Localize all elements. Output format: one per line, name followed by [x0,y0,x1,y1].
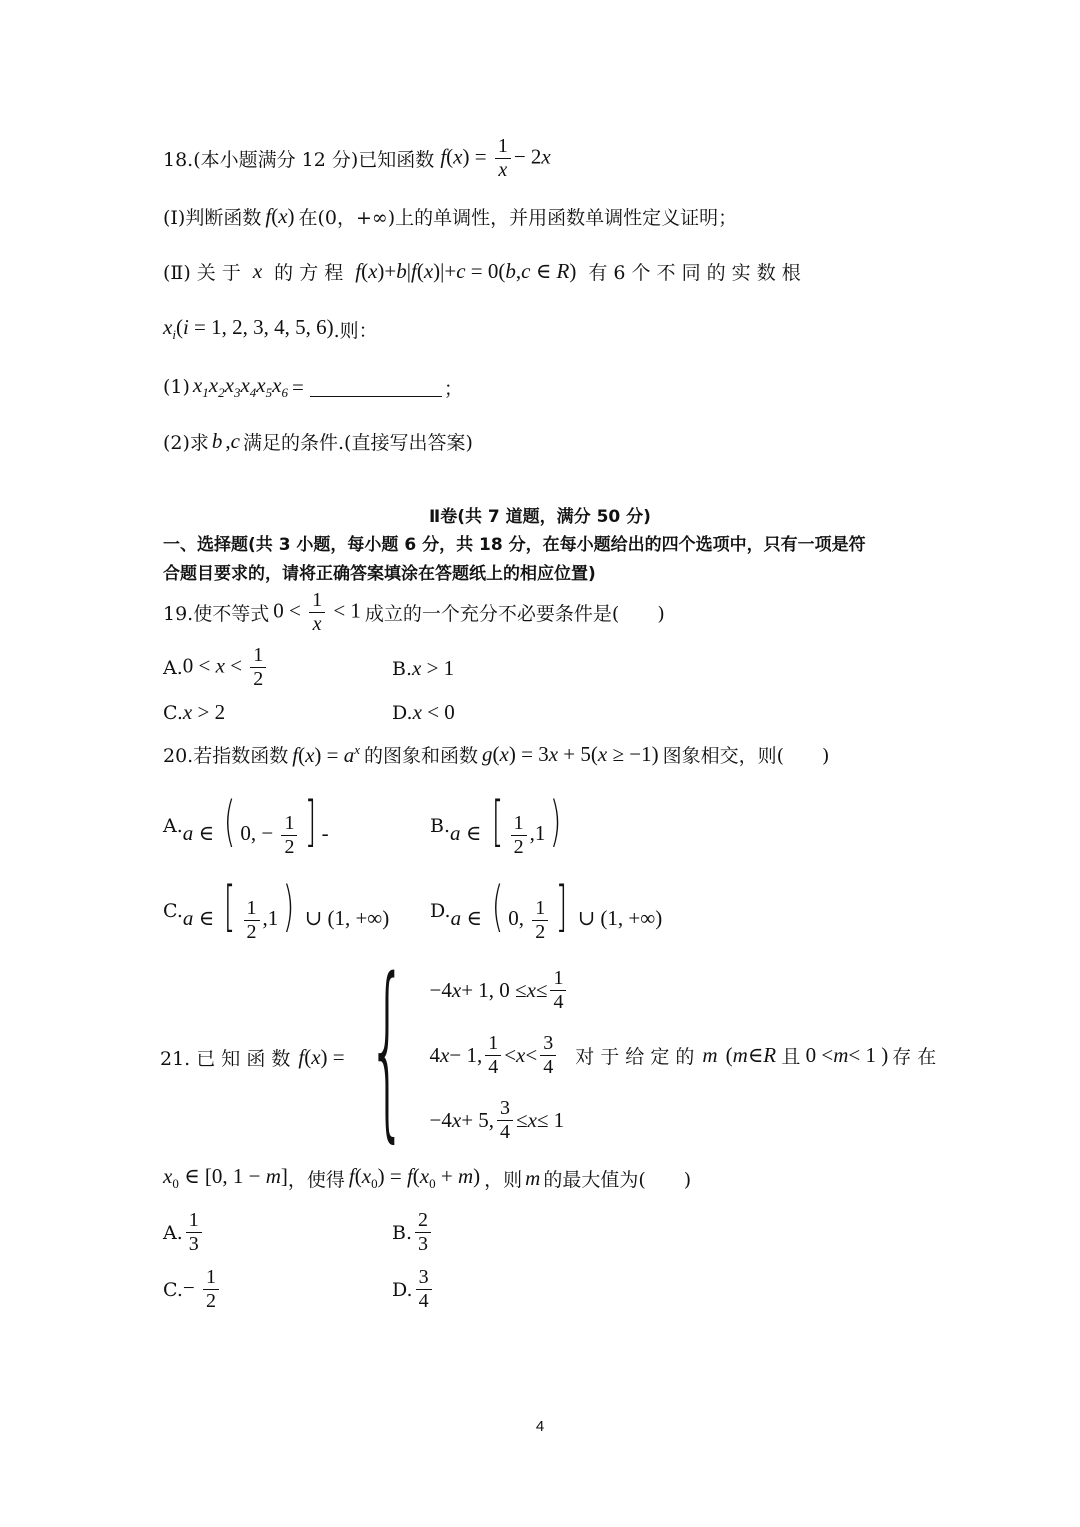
option-expr: $\frac{2}{3}$ [412,1210,434,1255]
q21-option-d[interactable] [392,1267,435,1312]
q20-option-c[interactable] [163,875,390,943]
section-instruction-2: 合题目要求的，请将正确答案填涂在答题纸上的相应位置) [163,564,596,584]
option-expr: 0 < x < $\frac{1}{2}$ [183,645,270,690]
q21-case-2: 4 x − 1, $\frac{1}{4}$ < x < $\frac{3}{4}$ 对 于 给 定 的 m ( m ∈ R 且 0 < m < 1 ) 存 在 [429,1031,937,1078]
q21-fx: f(x) = [298,1044,345,1069]
q18-stem-line [163,136,551,181]
q21-case-3: −4 x + 5, $\frac{3}{4}$ ≤ x ≤ 1 [429,1096,565,1143]
option-expr: x > 2 [182,700,226,724]
option-expr: a ∈ [ $\frac{1}{2}$ ,1) ∪ (1, +∞) [182,875,390,943]
q18-part1 [163,203,737,230]
q18-roots [163,315,378,343]
option-label: B. [392,657,413,680]
q18-sub1-end: ； [443,377,463,400]
q20-exp-function: $f(x) = a^x$ [292,741,361,767]
option-label: C. [163,1278,183,1301]
q21-option-c[interactable] [163,1267,222,1312]
section-instruction-1: 一、选择题(共 3 小题，每小题 6 分，共 18 分，在每小题给出的四个选项中，只有一项是符 [163,535,866,555]
option-expr: a ∈ [ $\frac{1}{2}$ ,1) [450,790,562,858]
q20-option-d[interactable] [430,875,663,943]
section-heading: Ⅱ卷(共 7 道题，满分 50 分) [429,507,651,527]
q20-stem-c: 图象相交，则( ) [662,745,830,767]
q21-m: m [525,1165,541,1190]
q18-sub1-label: (1) [163,376,190,399]
q18-roots-expr: $x_i(i = 1$, 2, 3, 4, 5, 6) [163,315,334,343]
option-label: A. [163,1221,183,1244]
q18-part2-text-c: 有 6 个 不 同 的 实 数 根 [588,262,801,284]
q18-function: f(x) = $\frac{1}{x}$ − 2x [440,135,551,181]
q18-part1-text-b: 在(0，+∞)上的单调性，并用函数单调性定义证明； [298,207,738,229]
q18-sub2: (2)求 b , c 满足的条件.(直接写出答案) [163,429,473,454]
q21-option-a[interactable] [163,1210,205,1255]
q18-part2-equation: f(x)+b|f(x)|+c = 0(b,c ∈ R) [355,259,577,283]
q21-stem [160,938,937,1159]
q21-option-b[interactable] [392,1210,434,1255]
option-expr: a ∈ ( 0, − $\frac{1}{2}$ ] - [182,790,329,858]
q18-part2-x: x [252,259,263,283]
q21-cases [430,968,937,1143]
q19-stem-b: 成立的一个充分不必要条件是( ) [364,603,665,625]
q21-stem-b: 对 于 给 定 的 [575,1045,695,1068]
q18-part2-text-a: (Ⅱ) 关 于 [163,262,241,284]
q19-option-b[interactable] [392,656,454,681]
q21-line2 [163,1164,691,1192]
q21-line2-c: 的最大值为( ) [543,1168,692,1191]
page-number: 4 [535,1418,545,1435]
q18-part2 [163,258,801,285]
q21-x0-domain: $x_0$ ∈ [0, 1 − m] [163,1164,288,1192]
option-label: D. [430,900,451,923]
q18-sub2-text-b: 满足的条件.(直接写出答案) [243,432,473,454]
q18-part2-text-b: 的 方 程 [274,262,344,284]
q19-option-c[interactable] [163,700,225,725]
q18-sub1-product: $x_1x_2x_3x_4x_5x_6$ [192,373,288,401]
q18-part1-text-a: (Ⅰ)判断函数 [163,207,262,229]
q21-stem-a: 21. 已 知 函 数 [160,1047,291,1070]
q18-sub2-text-a: (2)求 [163,432,209,454]
option-expr: x < 0 [412,700,455,724]
q19-option-a[interactable] [163,645,269,690]
piecewise-brace: { [367,938,407,1159]
q20-stem-b: 的图象和函数 [364,745,479,767]
option-expr: x > 1 [412,656,455,680]
q19-stem [163,590,665,635]
answer-blank[interactable] [310,378,442,397]
option-label: D. [392,1278,413,1301]
q20-option-b[interactable] [430,790,566,858]
q20-option-a[interactable] [163,790,329,858]
option-label: C. [163,701,183,724]
q20-stem-a: 20.若指数函数 [163,745,289,767]
option-expr: − $\frac{1}{2}$ [183,1267,222,1312]
option-expr: a ∈ ( 0, $\frac{1}{2}$ ] ∪ (1, +∞) [450,875,663,943]
option-label: B. [430,815,451,838]
option-label: D. [392,701,413,724]
q21-line2-b: ，则 [484,1168,523,1191]
option-expr: $\frac{1}{3}$ [183,1210,205,1255]
q19-inequality: 0 < $\frac{1}{x}$ < 1 [273,589,361,635]
option-expr: $\frac{3}{4}$ [413,1267,435,1312]
q18-sub2-vars: b [211,429,223,453]
q19-option-d[interactable] [392,700,455,725]
q20-stem [163,741,829,768]
q18-sub1: (1) $x_1x_2x_3x_4x_5x_6$ = ； [163,373,463,401]
q19-stem-a: 19.使不等式 [163,603,270,625]
option-label: C. [163,900,183,923]
q21-stem-c: 存 在 [892,1045,937,1068]
option-label: B. [392,1221,413,1244]
q18-stem: 18.(本小题满分 12 分)已知函数 [163,149,435,171]
option-label: A. [163,815,183,838]
q18-roots-suffix: .则： [333,319,378,342]
option-label: A. [163,656,183,679]
q21-case-1: −4 x + 1, 0 ≤ x ≤ $\frac{1}{4}$ [430,968,937,1013]
q20-linear-function: g(x) = 3x + 5(x ≥ −1) [482,742,659,766]
q21-line2-a: ，使得 [287,1168,345,1191]
q18-part1-fx: f(x) [265,204,295,228]
q21-condition: $f(x_0) = f(x_0 + m)$ [348,1164,481,1192]
